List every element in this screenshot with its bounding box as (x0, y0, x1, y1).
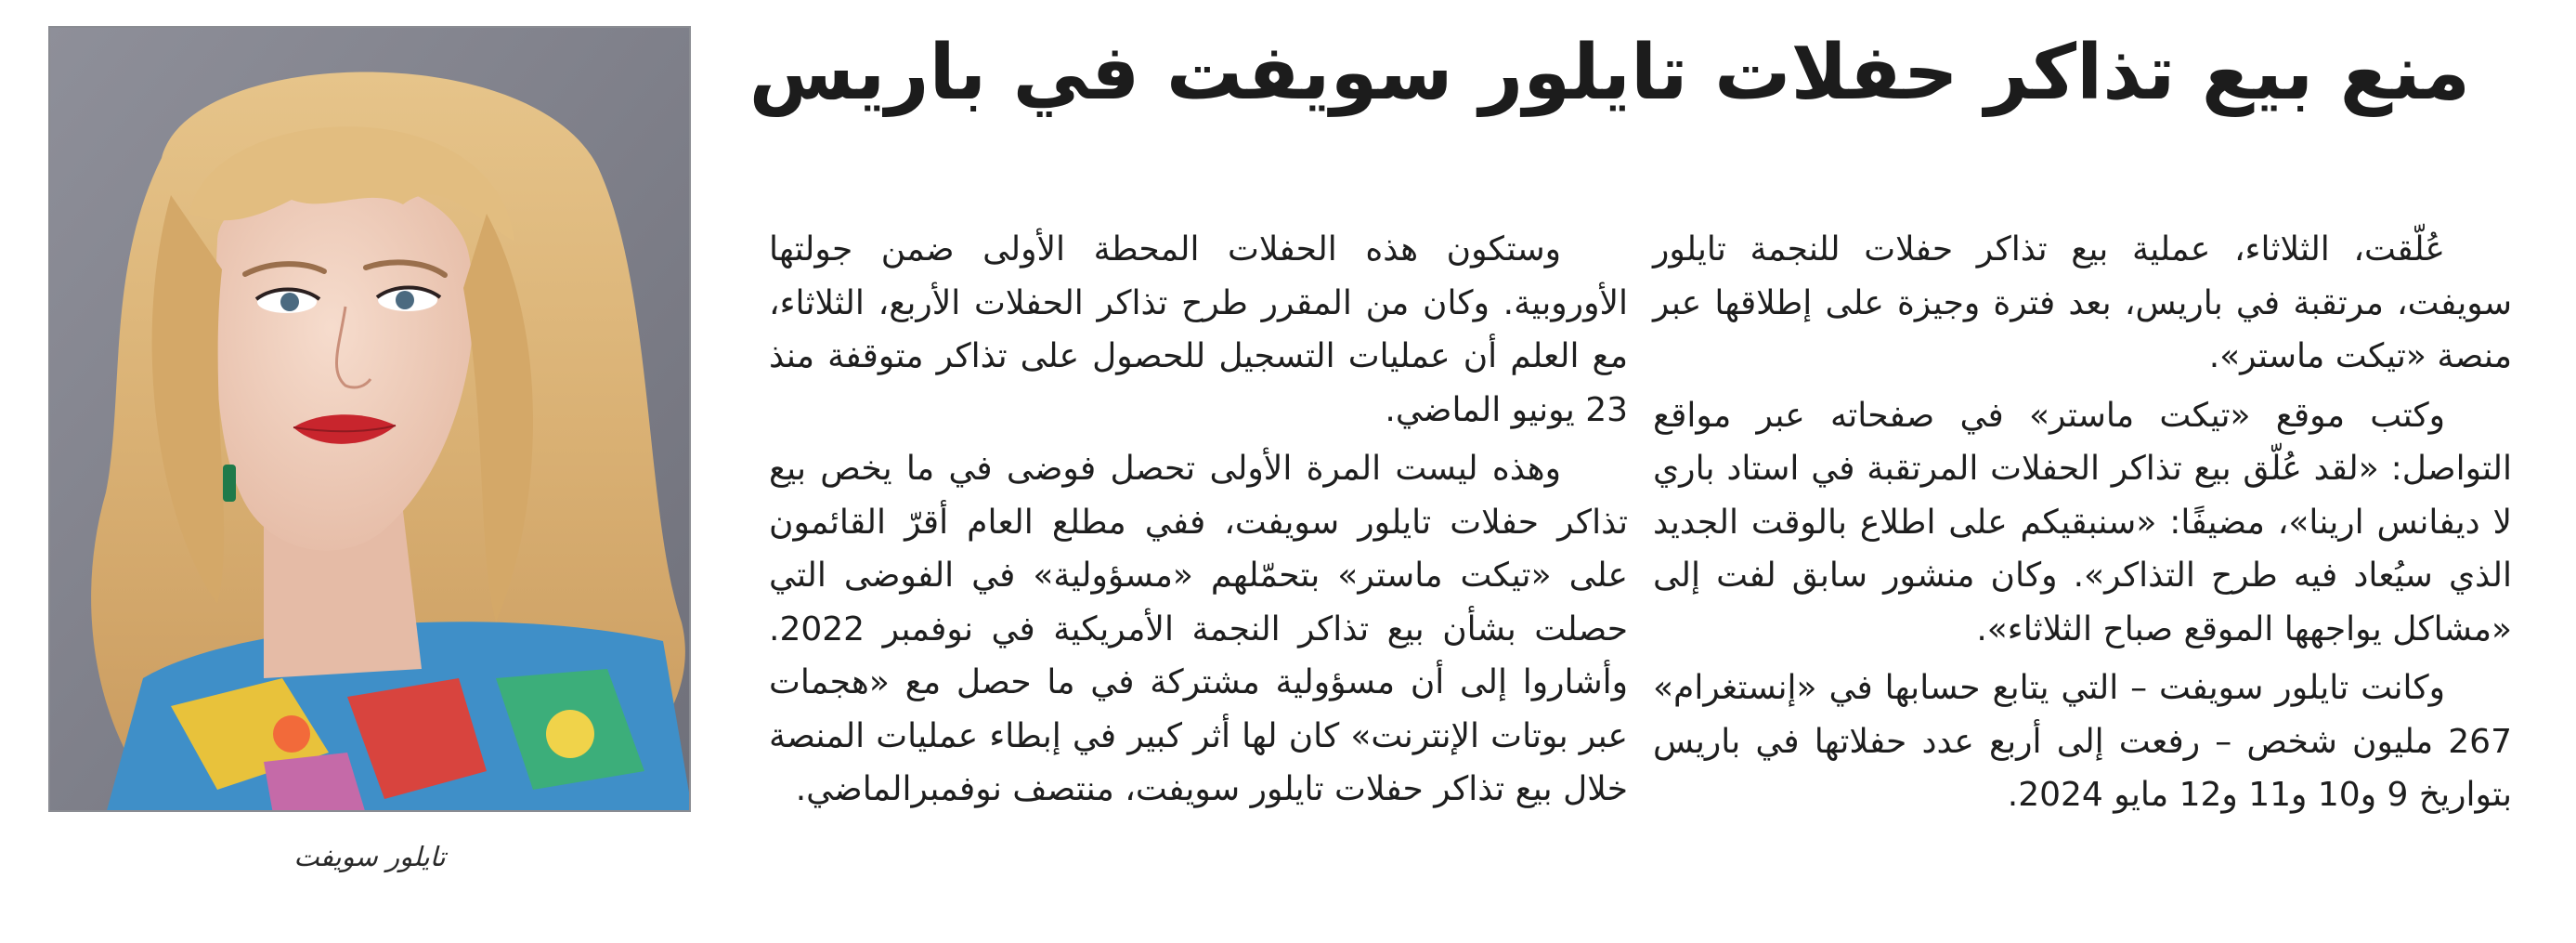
paragraph: وهذه ليست المرة الأولى تحصل فوضى في ما يخص بيع تذاكر حفلات تايلور سويفت، ففي مطلع العام أقرّ القائمون على «تيكت ماستر» بتحمّلهم «مسؤولية» في الفوضى التي حصلت بشأن بيع تذاكر النجمة الأمريكية في نوفمبر 2022. وأشاروا إلى أن مسؤولية مشتركة في ما حصل مع «هجمات عبر بوتات الإنترنت» كان لها أثر كبير في إبطاء عمليات المنصة خلال بيع تذاكر حفلات تايلور سويفت، منتصف نوفمبرالماضي. (769, 450, 1628, 808)
paragraph: وكتب موقع «تيكت ماستر» في صفحاته عبر مواقع التواصل: «لقد عُلّق بيع تذاكر الحفلات المرتقبة في استاد باري لا ديفانس ارينا»، مضيفًا: «سنبقيكم على اطلاع بالوقت الجديد الذي سيُعاد فيه طرح التذاكر». وكان منشور سابق لفت إلى «مشاكل يواجهها الموقع صباح الثلاثاء». (1653, 396, 2512, 648)
paragraph: وكانت تايلور سويفت – التي يتابع حسابها في «إنستغرام» 267 مليون شخص – رفعت إلى أربع عدد حفلاتها في باريس بتواريخ 9 و10 و11 و12 مايو 2024. (1653, 669, 2512, 814)
paragraph: عُلّقت، الثلاثاء، عملية بيع تذاكر حفلات للنجمة تايلور سويفت، مرتقبة في باريس، بعد فترة وجيزة على إطلاقها عبر منصة «تيكت ماستر». (1653, 230, 2512, 375)
article-headline: منع بيع تذاكر حفلات تايلور سويفت في باريس (748, 29, 2470, 117)
portrait-illustration (50, 28, 691, 812)
photo-caption: تايلور سويفت (293, 841, 446, 872)
article-column-right (1653, 223, 2512, 828)
article-photo (48, 26, 691, 812)
article-column-left (769, 223, 1628, 822)
paragraph: وستكون هذه الحفلات المحطة الأولى ضمن جولتها الأوروبية. وكان من المقرر طرح تذاكر الحفلات الأربع، الثلاثاء، مع العلم أن عمليات التسجيل للحصول على تذاكر متوقفة منذ 23 يونيو الماضي. (769, 230, 1628, 429)
